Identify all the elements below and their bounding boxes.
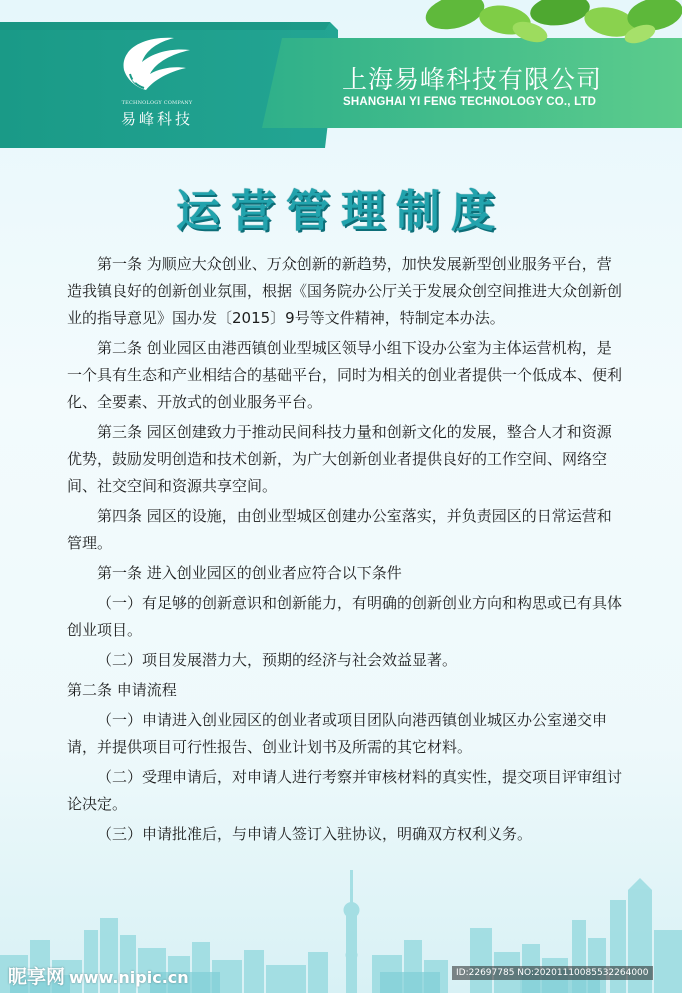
regulation-content — [67, 251, 623, 851]
article-label: 第一条 — [97, 255, 143, 273]
paragraph — [67, 590, 623, 644]
article-text: （二）受理申请后，对申请人进行考察并审核材料的真实性，提交项目评审组讨论决定。 — [67, 768, 623, 813]
watermark-brand — [8, 962, 189, 989]
article-text: （一）有足够的创新意识和创新能力，有明确的创新创业方向和构思或已有具体创业项目。 — [67, 594, 623, 639]
article-text: 园区创建致力于推动民间科技力量和创新文化的发展，整合人才和资源优势，鼓励发明创造和技术创新，为广大创新创业者提供良好的工作空间、网络空间、社交空间和资源共享空间。 — [67, 423, 612, 495]
company-name-chinese: 上海易峰科技有限公司 — [342, 65, 603, 94]
paragraph — [67, 677, 623, 704]
page-title: 运营管理制度 — [176, 186, 506, 237]
paragraph — [67, 560, 623, 587]
article-text: 申请流程 — [112, 681, 177, 699]
paragraph — [67, 335, 623, 416]
paragraph — [67, 821, 623, 848]
article-text: （二）项目发展潜力大，预期的经济与社会效益显著。 — [97, 651, 458, 669]
logo-chinese-name: 易峰科技 — [120, 110, 193, 128]
article-label: 第二条 — [97, 339, 143, 357]
article-text: 园区的设施，由创业型城区创建办公室落实，并负责园区的日常运营和管理。 — [67, 507, 612, 552]
article-label: 第三条 — [97, 423, 143, 441]
article-text: 进入创业园区的创业者应符合以下条件 — [142, 564, 402, 582]
company-logo — [102, 30, 212, 130]
paragraph — [67, 251, 623, 332]
wing-logo-icon — [102, 30, 212, 100]
article-text: （一）申请进入创业园区的创业者或项目团队向港西镇创业城区办公室递交申请，并提供项目可行性报告、创业计划书及所需的其它材料。 — [67, 711, 608, 756]
watermark-id: ID:22697785 NO:20201110085532264000 — [452, 966, 653, 980]
logo-subtitle: TECHNOLOGY COMPANY — [121, 100, 193, 106]
article-label: 第二条 — [67, 681, 113, 699]
watermark-brand-name: 昵享网 — [8, 966, 66, 988]
article-text: 创业园区由港西镇创业型城区领导小组下设办公室为主体运营机构，是一个具有生态和产业相结合的基础平台，同时为相关的创业者提供一个低成本、便利化、全要素、开放式的创业服务平台。 — [67, 339, 623, 411]
paragraph — [67, 764, 623, 818]
article-text: （三）申请批准后，与申请人签订入驻协议，明确双方权利义务。 — [97, 825, 533, 843]
company-name-english: SHANGHAI YI FENG TECHNOLOGY CO., LTD — [343, 96, 597, 108]
article-text: 为顺应大众创业、万众创新的新趋势，加快发展新型创业服务平台，营造我镇良好的创新创业氛围，根据《国务院办公厅关于发展众创空间推进大众创新创业的指导意见》国办发〔2015〕9号等文件精神，特制定本办法。 — [67, 255, 623, 327]
watermark-url: www.nipic.cn — [69, 968, 189, 987]
paragraph — [67, 419, 623, 500]
article-label: 第一条 — [97, 564, 143, 582]
paragraph — [67, 647, 623, 674]
paragraph — [67, 707, 623, 761]
header-banner — [0, 0, 682, 148]
paragraph — [67, 503, 623, 557]
article-label: 第四条 — [97, 507, 143, 525]
